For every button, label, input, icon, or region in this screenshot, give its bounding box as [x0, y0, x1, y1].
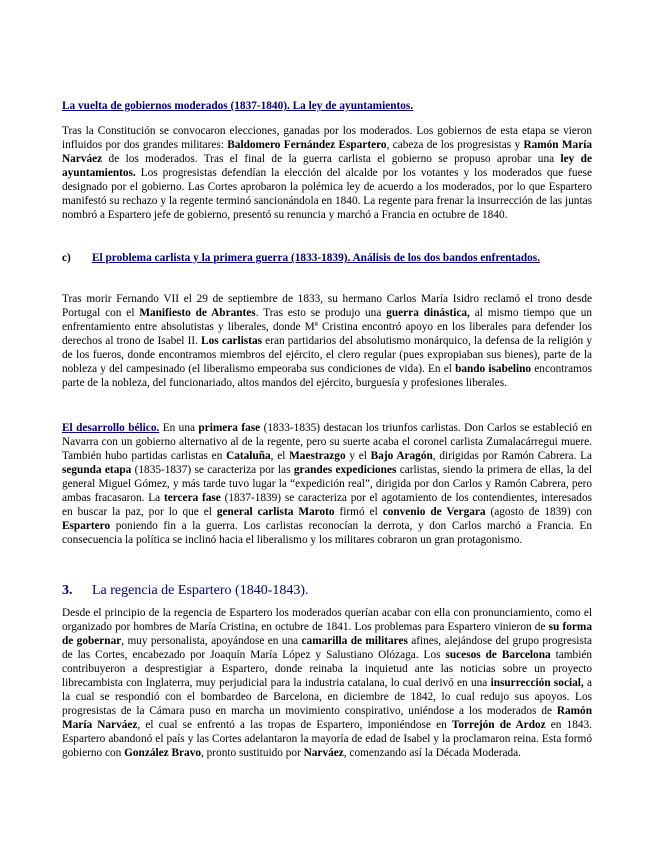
text-run: , pronto sustituido por — [201, 747, 304, 760]
text-run: , el cual se enfrentó a las tropas de Espartero, imponiéndose en — [137, 719, 452, 732]
bold-term: general carlista Maroto — [216, 506, 335, 519]
text-run: Desde el principio de la regencia de Espartero los moderados querían acabar con ella con pronunciamiento, como el organizado por hombres de María Cristina, en octubre de 1841. Los problemas para Espartero vinieron de — [62, 607, 592, 634]
text-run: firmó el — [334, 506, 383, 519]
bold-term: insurrección social, — [490, 677, 584, 690]
text-run: y el — [345, 450, 371, 463]
heading-link[interactable]: La vuelta de gobiernos moderados (1837-1840). La ley de ayuntamientos. — [62, 100, 414, 112]
text-run: Tras morir Fernando VII el 29 de septiembre de 1833, su hermano Carlos María Isidro reclamó el trono desde Portugal con el — [62, 293, 592, 320]
bold-term: Narváez — [303, 747, 344, 760]
bold-term: grandes expediciones — [293, 464, 397, 477]
text-run: . Tras esto se produjo una — [255, 307, 387, 320]
bold-term: Manifiesto de Abrantes — [139, 307, 256, 320]
section-title: La regencia de Espartero (1840-1843). — [92, 583, 309, 598]
text-run: en 1843. Espartero abandonó el país y las Cortes adelantaron la mayoría de edad de Isabel y la proclamaron reina. Esta formó gobierno con — [62, 719, 592, 760]
text-run: (1833-1835) destacan los triunfos carlistas. Don Carlos se estableció en Navarra con un gobierno alternativo al de la regente, pero su suerte acaba el coronel carlista Zumalacárregui muere. También hubo partidas carlistas en — [62, 422, 592, 463]
bold-term: guerra dinástica, — [386, 307, 470, 320]
heading-problema-carlista — [62, 251, 592, 265]
paragraph-carlistas — [62, 292, 592, 390]
bold-term: Los carlistas — [201, 335, 263, 348]
bold-term: convenio de Vergara — [382, 506, 486, 519]
paragraph-regencia — [62, 606, 592, 761]
text-run: poniendo fin a la guerra. Los carlistas reconocían la derrota, y don Carlos marchó a Francia. En consecuencia la política se inclinó hacia el liberalismo y los militares cobraron un gran protagonismo. — [62, 520, 592, 547]
text-run: afines, alejándose del grupo progresista de las Cortes, encabezado por Joaquín María López y Salustiano Olózaga. Los — [62, 635, 592, 662]
text-run: Tras la Constitución se convocaron elecciones, ganadas por los moderados. Los gobiernos de esta etapa se vieron influidos por dos grandes militares: — [62, 125, 592, 152]
bold-term: Ramón María Narváez — [62, 139, 593, 166]
bold-term: camarilla de militares — [301, 635, 408, 648]
text-run: , muy personalista, apoyándose en una — [121, 635, 302, 648]
bold-term: ley de ayuntamientos. — [62, 153, 592, 180]
bold-term: Torrejón de Ardoz — [451, 719, 546, 732]
bold-term: Cataluña — [226, 450, 271, 463]
bold-term: Ramón María Narváez — [62, 705, 592, 732]
heading-regencia-espartero — [62, 582, 592, 600]
bold-term: Maestrazgo — [289, 450, 346, 463]
text-run: al mismo tiempo que un enfrentamiento entre absolutistas y liberales, donde Mª Cristina encontró apoyo en los liberales para defender los derechos al trono de Isabel II. — [62, 307, 593, 348]
bold-term: González Bravo — [124, 747, 201, 760]
text-run: eran partidarios del absolutismo monárquico, la defensa de la religión y de los fueros, donde encontramos miembros del ejército, el clero regular (pues expropiaban sus bienes), parte de la nobleza y del campesinado (el liberalismo empeoraba sus condiciones de vida). En el — [62, 335, 592, 376]
bold-term: primera fase — [198, 422, 261, 434]
text-run: (agosto de 1839) con — [485, 506, 592, 519]
text-run: , el — [270, 450, 290, 463]
bold-term: sucesos de Barcelona — [445, 649, 551, 662]
text-run: Los progresistas defendían la elección del alcalde por los votantes y los moderados que fuese designado por el gobierno. Las Cortes aprobaron la polémica ley de acuerdo a los moderados, por lo que Espartero manifestó su rechazo y la regente terminó sancionándola en 1840. La regente para frenar la insurrección de las juntas nombró a Espartero jefe de gobierno, presentó su renuncia y marchó a Francia en octubre de 1840. — [62, 167, 592, 222]
text-run: encontramos parte de la nobleza, del funcionariado, altos mandos del ejército, burguesía y profesiones liberales. — [62, 363, 592, 390]
section-letter: c) — [62, 252, 71, 264]
bold-term: su forma de gobernar — [62, 621, 592, 648]
heading-link[interactable]: El problema carlista y la primera guerra (1833-1839). Análisis de los dos bandos enfrentados. — [92, 252, 541, 264]
text-run: (1837-1839) se caracteriza por el agotamiento de los contendientes, interesados en buscar la paz, por lo que el — [62, 492, 592, 519]
inline-link[interactable]: El desarrollo bélico. — [62, 422, 160, 434]
bold-term: bando isabelino — [455, 363, 532, 376]
text-run: , comenzando así la Década Moderada. — [343, 747, 521, 760]
bold-term: Baldomero Fernández Espartero — [227, 139, 387, 152]
heading-ley-ayuntamientos — [62, 96, 592, 114]
text-run: , dirigidas por Ramón Cabrera. La — [432, 450, 592, 463]
text-run: En una — [159, 422, 199, 434]
text-run: a la cual se respondió con el bombardeo de Barcelona, en diciembre de 1842, lo cual redujo sus apoyos. Los progresistas de la Cámara puso en marcha un movimiento conspirativo, uniéndose a los moderados de — [62, 677, 592, 718]
text-run: carlistas, siendo la primera de ellas, la del general Miguel Gómez, y más tarde tuvo lugar la “expedición real”, dirigida por don Carlos y Ramón Cabrera, pero ambas fracasaron. La — [62, 464, 592, 505]
bold-term: segunda etapa — [62, 464, 132, 477]
text-run: también contribuyeron a desprestigiar a Espartero, donde reinaba la inquietud ante las noticias sobre un proyecto librecambista con Inglaterra, muy perjudicial para la industria catalana, lo cual derivó en una — [62, 649, 593, 690]
section-number: 3. — [62, 583, 73, 598]
bold-term: tercera fase — [163, 492, 221, 505]
text-run: (1835-1837) se caracteriza por las — [131, 464, 294, 477]
paragraph-desarrollo-belico — [62, 421, 592, 547]
bold-term: Bajo Aragón — [370, 450, 433, 463]
text-run: , cabeza de los progresistas y — [386, 139, 524, 152]
bold-term: Espartero — [62, 520, 111, 533]
text-run: de los moderados. Tras el final de la guerra carlista el gobierno se propuso aprobar una — [102, 153, 561, 166]
paragraph-moderados — [62, 124, 592, 222]
